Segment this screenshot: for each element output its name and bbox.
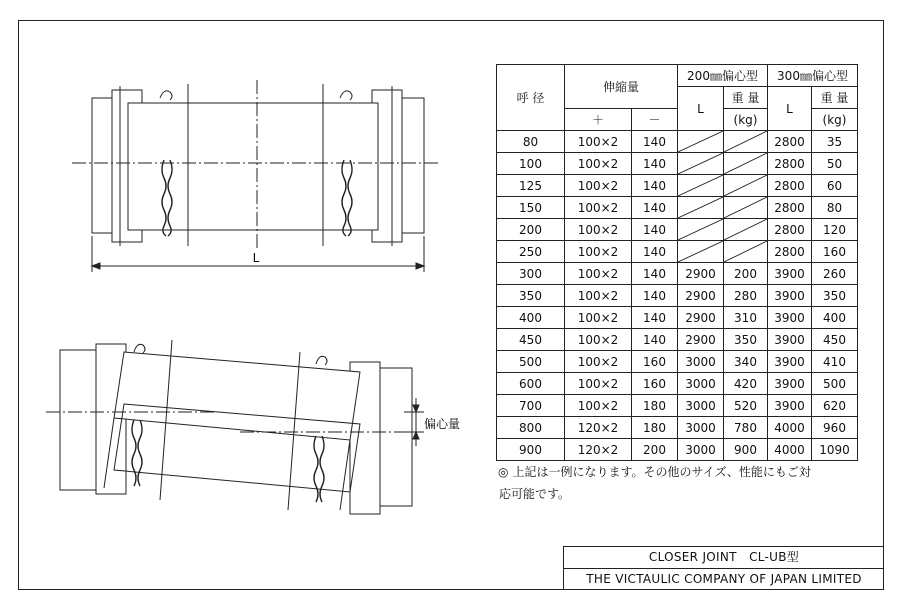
table-cell: 100×2 — [565, 263, 632, 285]
table-cell: 3000 — [678, 395, 724, 417]
table-cell: 3900 — [768, 285, 812, 307]
table-cell: 4000 — [768, 439, 812, 461]
table-cell: 300 — [497, 263, 565, 285]
table-row — [497, 307, 858, 329]
table-cell: 520 — [724, 395, 768, 417]
header-nominal: 呼 径 — [497, 65, 565, 131]
table-cell: 900 — [724, 439, 768, 461]
table-cell: 80 — [812, 197, 858, 219]
table-cell: 140 — [632, 175, 678, 197]
header-L-200: L — [678, 87, 724, 131]
table-cell: 140 — [632, 263, 678, 285]
product-name: CLOSER JOINT CL-UB型 — [564, 547, 884, 569]
table-cell: 350 — [724, 329, 768, 351]
table-cell: 620 — [812, 395, 858, 417]
table-cell: 2900 — [678, 285, 724, 307]
straight-joint-drawing — [72, 80, 440, 272]
table-cell: 100×2 — [565, 131, 632, 153]
table-cell: 160 — [632, 373, 678, 395]
table-cell: 3000 — [678, 373, 724, 395]
table-cell: 350 — [497, 285, 565, 307]
length-label: L — [252, 251, 260, 265]
table-cell: 180 — [632, 417, 678, 439]
table-cell: 500 — [812, 373, 858, 395]
offset-label: 偏心量 — [424, 417, 461, 431]
table-cell: 600 — [497, 373, 565, 395]
table-cell: 140 — [632, 197, 678, 219]
header-kg-300: (kg) — [812, 109, 858, 131]
table-cell — [678, 219, 724, 241]
table-cell: 960 — [812, 417, 858, 439]
table-cell: 3900 — [768, 307, 812, 329]
table-cell: 100×2 — [565, 241, 632, 263]
table-cell: 3900 — [768, 329, 812, 351]
table-row — [497, 373, 858, 395]
table-cell: 125 — [497, 175, 565, 197]
table-cell: 400 — [812, 307, 858, 329]
table-cell: 100×2 — [565, 307, 632, 329]
table-cell: 100×2 — [565, 219, 632, 241]
table-cell — [724, 197, 768, 219]
table-row — [497, 329, 858, 351]
table-cell: 250 — [497, 241, 565, 263]
table-cell — [724, 131, 768, 153]
table-cell — [678, 153, 724, 175]
table-cell: 3900 — [768, 351, 812, 373]
table-cell: 310 — [724, 307, 768, 329]
table-cell: 160 — [632, 351, 678, 373]
table-cell: 50 — [812, 153, 858, 175]
table-cell: 200 — [632, 439, 678, 461]
table-cell: 260 — [812, 263, 858, 285]
table-row — [497, 219, 858, 241]
table-cell: 410 — [812, 351, 858, 373]
table-row — [497, 285, 858, 307]
table-cell: 2800 — [768, 197, 812, 219]
table-row — [497, 395, 858, 417]
table-cell — [724, 219, 768, 241]
table-cell: 2900 — [678, 329, 724, 351]
table-cell: 200 — [497, 219, 565, 241]
table-cell — [724, 241, 768, 263]
table-cell — [678, 131, 724, 153]
table-cell: 900 — [497, 439, 565, 461]
note-line-2: 応可能です。 — [499, 487, 571, 501]
table-cell: 80 — [497, 131, 565, 153]
table-row — [497, 175, 858, 197]
table-cell: 100×2 — [565, 329, 632, 351]
table-cell: 3900 — [768, 373, 812, 395]
header-weight-200: 重 量 — [724, 87, 768, 109]
table-cell: 350 — [812, 285, 858, 307]
table-cell: 700 — [497, 395, 565, 417]
table-row — [497, 439, 858, 461]
title-block — [563, 546, 884, 590]
table-cell: 2800 — [768, 175, 812, 197]
table-row — [497, 263, 858, 285]
table-cell: 450 — [812, 329, 858, 351]
table-cell: 400 — [497, 307, 565, 329]
table-cell: 100×2 — [565, 153, 632, 175]
header-kg-200: (kg) — [724, 109, 768, 131]
table-row — [497, 351, 858, 373]
table-cell: 780 — [724, 417, 768, 439]
table-cell: 120×2 — [565, 417, 632, 439]
table-row — [497, 417, 858, 439]
header-L-300: L — [768, 87, 812, 131]
table-cell: 3000 — [678, 351, 724, 373]
table-cell: 2800 — [768, 153, 812, 175]
table-cell: 140 — [632, 219, 678, 241]
table-cell: 120 — [812, 219, 858, 241]
table-cell: 60 — [812, 175, 858, 197]
table-cell: 100×2 — [565, 395, 632, 417]
table-cell: 3900 — [768, 263, 812, 285]
header-offset-300: 300㎜偏心型 — [768, 65, 858, 87]
table-cell: 120×2 — [565, 439, 632, 461]
table-row — [497, 197, 858, 219]
table-cell: 280 — [724, 285, 768, 307]
table-row — [497, 131, 858, 153]
table-cell: 3900 — [768, 395, 812, 417]
table-cell — [724, 153, 768, 175]
table-row — [497, 241, 858, 263]
offset-joint-drawing — [46, 340, 424, 514]
header-weight-300: 重 量 — [812, 87, 858, 109]
table-cell: 340 — [724, 351, 768, 373]
table-cell: 100×2 — [565, 197, 632, 219]
table-cell: 3000 — [678, 439, 724, 461]
table-cell — [724, 175, 768, 197]
note — [498, 461, 858, 505]
table-cell: 1090 — [812, 439, 858, 461]
table-cell: 2800 — [768, 219, 812, 241]
table-cell: 100×2 — [565, 285, 632, 307]
table-cell: 200 — [724, 263, 768, 285]
table-cell: 4000 — [768, 417, 812, 439]
table-cell: 3000 — [678, 417, 724, 439]
company-name: THE VICTAULIC COMPANY OF JAPAN LIMITED — [586, 572, 862, 586]
header-expansion: 伸縮量 — [565, 65, 678, 109]
table-cell: 2900 — [678, 263, 724, 285]
table-cell: 100×2 — [565, 175, 632, 197]
table-cell: 180 — [632, 395, 678, 417]
table-cell: 450 — [497, 329, 565, 351]
table-cell: 140 — [632, 241, 678, 263]
table-cell: 2800 — [768, 241, 812, 263]
table-cell: 140 — [632, 285, 678, 307]
header-plus: ＋ — [565, 109, 632, 131]
table-cell: 160 — [812, 241, 858, 263]
table-cell — [678, 241, 724, 263]
table-cell: 140 — [632, 329, 678, 351]
table-cell: 100×2 — [565, 373, 632, 395]
table-cell: 35 — [812, 131, 858, 153]
spec-table — [496, 64, 858, 461]
header-offset-200: 200㎜偏心型 — [678, 65, 768, 87]
table-cell: 140 — [632, 131, 678, 153]
note-line-1: 上記は一例になります。その他のサイズ、性能にもご対 — [512, 465, 811, 479]
table-cell — [678, 197, 724, 219]
table-cell: 800 — [497, 417, 565, 439]
table-cell: 2800 — [768, 131, 812, 153]
table-cell: 500 — [497, 351, 565, 373]
note-mark: ◎ — [498, 465, 509, 479]
table-cell: 420 — [724, 373, 768, 395]
table-cell: 100 — [497, 153, 565, 175]
table-row — [497, 153, 858, 175]
table-cell: 140 — [632, 153, 678, 175]
table-cell — [678, 175, 724, 197]
table-cell: 100×2 — [565, 351, 632, 373]
table-cell: 2900 — [678, 307, 724, 329]
header-minus: － — [632, 109, 678, 131]
table-cell: 140 — [632, 307, 678, 329]
table-cell: 150 — [497, 197, 565, 219]
